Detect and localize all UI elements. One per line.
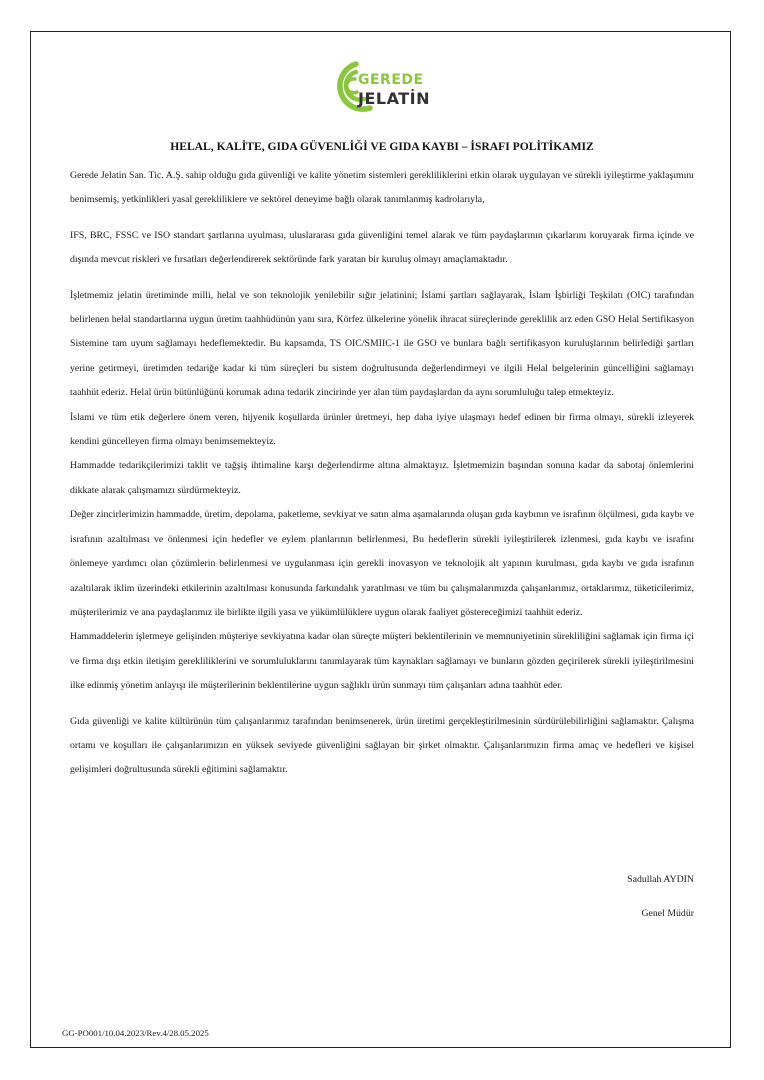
document-code: GG-PO001/10.04.2023/Rev.4/28.05.2025	[62, 1028, 209, 1038]
paragraph: Hammadde tedarikçilerimizi taklit ve tağşiş ihtimaline karşı değerlendirme altına almaktayız. İşletmemizin başından sonuna kadar da sabotaj önlemlerini dikkate alarak çalışmamızı sürdürmekteyiz.	[70, 460, 694, 496]
policy-title: HELAL, KALİTE, GIDA GÜVENLİĞİ VE GIDA KAYBI – İSRAFI POLİTİKAMIZ	[170, 140, 594, 153]
logo-word-gerede: GEREDE	[358, 72, 424, 88]
logo-word-jelatin: JELATİN	[358, 89, 430, 108]
paragraph: IFS, BRC, FSSC ve ISO standart şartlarına uyulması, uluslararası gıda güvenliğini temel alarak ve tüm paydaşlarının çıkarlarını koruyarak firma içinde ve dışında mevcut riskleri ve fırsatları değerlendirerek sektöründe fark yaratan bir kuruluş olmayı amaçlamaktadır.	[70, 229, 694, 266]
signature-role: Genel Müdür	[641, 908, 694, 919]
paragraph: İslami ve tüm etik değerlere önem veren, hijyenik koşullarda ürünler üretmeyi, hep daha iyiye ulaşmayı hedef edinen bir firma olmayı, sürekli izleyerek kendini güncelleyen firma olmayı benimsemekteyiz.	[70, 411, 694, 448]
policy-body	[70, 164, 694, 783]
paragraph: Gerede Jelatin San. Tic. A.Ş. sahip olduğu gıda güvenliği ve kalite yönetim sistemleri gerekliliklerini etkin olarak uygulayan ve sürekli iyileştirme yaklaşımını benimsemiş, yetkinlikleri yasal gerekliliklere ve sektörel deneyime bağlı olarak tanımlanmış kadrolarıyla,	[70, 170, 694, 206]
paragraph: İşletmemiz jelatin üretiminde milli, helal ve son teknolojik yenilebilir sığır jelatinini; İslami şartları sağlayarak, İslam İşbirliği Teşkilatı (OIC) tarafından belirlenen helal standartlarına uygun üretim taahhüdünün yanı sıra, Körfez ülkelerine yönelik ihracat süreçlerinde gereklilik arz eden GSO Helal Sertifikasyon Sistemine tam uyum sağlamayı hedeflemektedir. Bu kapsamda, TS OIC/SMIIC-1 ile GSO ve bunlara bağlı sertifikasyon kuruluşlarının belirlediği şartları yerine getirmeyi, üretimden tedariğe kadar ki tüm süreçleri bu sistem doğrultusunda değerlendirmeyi ve ilgili Helal belgelerinin güncelliğini sağlamayı taahhüt ederiz. Helal ürün bütünlüğünü korumak adına tedarik zincirinde yer alan tüm paydaşlardan da aynı sorumluluğu talep etmekteyiz.	[70, 289, 694, 399]
paragraph: Değer zincirlerimizin hammadde, üretim, depolama, paketleme, sevkiyat ve satın alma aşamalarında oluşan gıda kaybının ve israfının ölçülmesi, gıda kaybı ve israfının azaltılması ve önlenmesi için hedefler ve eylem planlarının belirlenmesi, Bu hedeflerin sürekli iyileştirilerek izlenmesi, gıda kaybı ve israfını önlemeye yardımcı olan çözümlerin belirlenmesi ve uygulanması için gerekli inovasyon ve teknolojik alt yapının kurulması, gıda kaybı ve gıda israfının azaltılarak iklim üzerindeki etkilerinin azaltılması konusunda farkındalık yaratılması ve tüm bu çalışmalarımızda çalışanlarımız, ortaklarımız, tüketicilerimiz, müşterilerimiz ve ana paydaşlarımız ile birlikte ilgili yasa ve yükümlülüklere uygun olarak faaliyet göstereceğimizi taahhüt ederiz.	[70, 509, 694, 618]
paragraph: Hammaddelerin işletmeye gelişinden müşteriye sevkiyatına kadar olan süreçte müşteri beklentilerinin ve memnuniyetinin sürekliliğini sağlamak için firma içi ve firma dışı etkin iletişim gerekliliklerini ve sorumluluklarını tanımlayarak tüm kaynakları sağlamayı ve bunların gözden geçirilerek sürekli iyileştirilmesini ilke edinmiş yönetim anlayışı ile müşterilerinin beklentilerine uygun sağlıklı ürün sunmayı tüm çalışanları adına taahhüt eder.	[70, 631, 694, 692]
paragraph: Gıda güvenliği ve kalite kültürünün tüm çalışanlarımız tarafından benimsenerek, ürün üretimi gerçekleştirilmesinin sürdürülebilirliğini sağlamaktır. Çalışma ortamı ve koşulları ile çalışanlarımızın en yüksek seviyede güvenliğini sağlayan bir şirket olmaktır. Çalışanlarımızın firma amaç ve hedefleri ve kişisel gelişimleri doğrultusunda sürekli eğitimini sağlamaktır.	[70, 715, 694, 776]
signature-name: Sadullah AYDIN	[627, 874, 694, 885]
company-logo	[326, 58, 438, 120]
